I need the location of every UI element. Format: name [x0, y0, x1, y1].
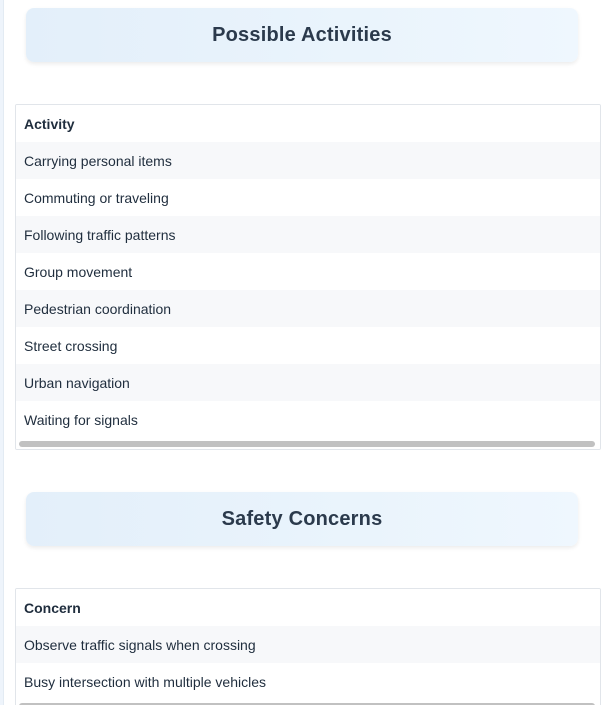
table-row: Street crossing — [16, 327, 600, 364]
safety-column-header: Concern — [16, 589, 600, 626]
left-border — [0, 0, 4, 705]
table-row: Following traffic patterns — [16, 216, 600, 253]
table-row: Busy intersection with multiple vehicles — [16, 663, 600, 700]
scrollbar-thumb[interactable] — [19, 441, 595, 447]
table-row: Commuting or traveling — [16, 179, 600, 216]
table-row: Pedestrian coordination — [16, 290, 600, 327]
table-row: Group movement — [16, 253, 600, 290]
horizontal-scrollbar[interactable] — [16, 700, 600, 705]
safety-table — [15, 588, 601, 705]
activities-section-title: Possible Activities — [212, 23, 392, 46]
activities-section-header — [26, 8, 578, 62]
safety-section-title: Safety Concerns — [221, 507, 383, 530]
table-row: Urban navigation — [16, 364, 600, 401]
safety-section-header — [26, 492, 578, 546]
table-row: Carrying personal items — [16, 142, 600, 179]
horizontal-scrollbar[interactable] — [16, 438, 600, 449]
table-row: Waiting for signals — [16, 401, 600, 438]
table-row: Observe traffic signals when crossing — [16, 626, 600, 663]
activities-table — [15, 104, 601, 450]
activities-column-header: Activity — [16, 105, 600, 142]
